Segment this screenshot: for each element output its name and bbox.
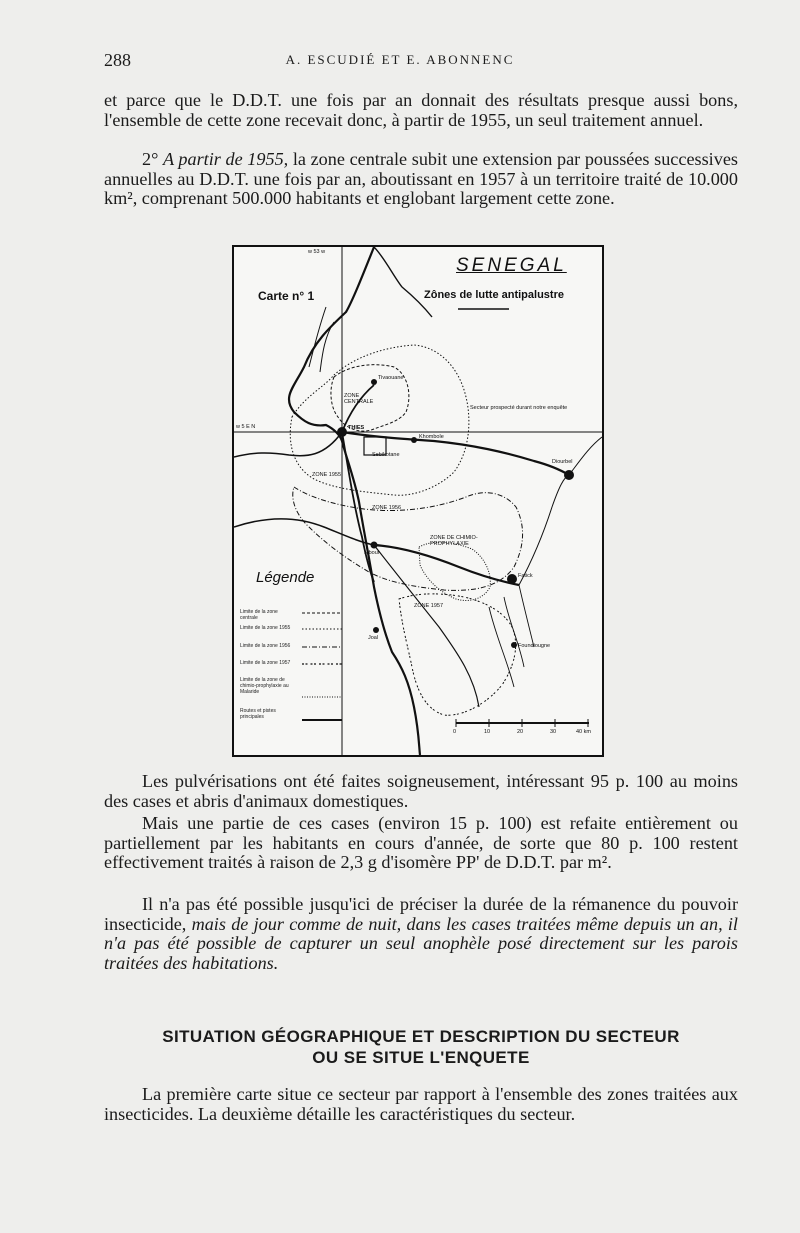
map-figure [232,245,604,757]
paragraph-1 [104,91,738,130]
paragraph-5-italic: mais de jour comme de nuit, dans les cases traitées même depuis un an, il n'a pas été possible de capturer un seul anophèle posé directement sur les parois traitées des habitations. [104,913,738,973]
paragraph-2-italic: A partir de 1955, [163,149,289,169]
legend-item-2: Limite de la zone 1955 [240,625,291,631]
road-mbour-fatick [374,545,519,585]
section-heading [104,1026,738,1068]
legend-item-6: Routes et pistes principales [240,708,276,720]
scale-label-10: 10 [484,729,491,735]
road-sw [234,519,374,545]
town-joal [373,627,379,633]
section-heading-line-2: OU SE SITUE L'ENQUETE [312,1048,530,1067]
paragraph-3-text: Les pulvérisations ont été faites soigneusement, intéressant 95 p. 100 au moins des cases et abris d'animaux domestiques. [104,771,738,811]
town-thies [337,427,347,437]
label-thies: THIES [348,425,365,431]
label-zone-centrale: ZONE CENTRALE [344,393,374,405]
coord-top: w 53 w [308,249,326,255]
label-secteur: Secteur prospecté durant notre enquête [470,405,568,411]
paragraph-2 [104,150,738,209]
label-zone-1955: ZONE 1955 [312,472,342,478]
label-joal: Joal [368,635,379,641]
legend-item-1: Limite de la zone centrale [240,609,278,621]
legend-item-4: Limite de la zone 1957 [240,660,291,666]
paragraph-2-rest: la zone centrale subit une extension par poussées successives annuelles au D.D.T. une fois par an, aboutissant en 1957 à un territoire traité de 10.000 km², comprenant 500.000 habitants et englobant largement cette zone. [104,149,738,209]
scale-label-20: 20 [517,729,524,735]
town-tivaouane [371,379,377,385]
coord-left: w 5 E N [236,424,256,430]
paragraph-6 [104,1085,738,1124]
label-foundiougne: Foundiougne [518,643,551,649]
paragraph-2-text [104,150,738,209]
map-subtitle: Zônes de lutte antipalustre [424,289,564,301]
scale-label-0: 0 [453,729,457,735]
paragraph-5 [104,895,738,973]
paragraph-4-text: Mais une partie de ces cases (environ 15 p. 100) est refaite entièrement ou partiellement par les habitants en cours d'année, de sorte que 80 p. 100 restent effectivement traités à raison de 2,3 g d'isomère PP' de D.D.T. par m². [104,813,738,873]
legend-item-3: Limite de la zone 1956 [240,643,291,649]
label-tivaouane: Tivaouane [378,375,404,381]
scale-label-30: 30 [550,729,557,735]
legend-item-5: Limite de la zone de chimio-prophylaxie au Malaride [240,677,289,695]
zone-chimio-outline [419,542,490,600]
town-mbour [371,542,378,549]
page-number: 288 [104,50,131,70]
saloum-delta [489,585,534,687]
label-diourbel: Diourbel [552,459,573,465]
scale-label-40: 40 km [576,729,591,735]
legend-title: Légende [256,569,315,586]
paragraph-5-lead: Il n'a pas été possible jusqu'ici de préciser la durée de la rémanence du pouvoir insecticide, [104,894,738,934]
label-zone-1957: ZONE 1957 [414,603,444,609]
paragraph-2-lead: 2° [142,149,163,169]
label-sebikotane: Sebikotane [372,452,400,458]
label-khombole: Khombole [419,434,444,440]
map-number: Carte n° 1 [258,289,315,303]
paragraph-5-text [104,895,738,973]
label-mbour: Mbour [364,550,380,556]
road-west [234,432,342,457]
label-fatick: Fatick [518,573,533,579]
town-khombole [411,437,417,443]
coastal-dunes [309,307,334,372]
section-heading-line-1: SITUATION GÉOGRAPHIQUE ET DESCRIPTION DU SECTEUR [162,1027,680,1046]
town-foundiougne [511,642,517,648]
map-title: SENEGAL [456,255,567,276]
paragraph-1-text: et parce que le D.D.T. une fois par an donnait des résultats presque aussi bons, l'ensemble de cette zone recevait donc, à partir de 1955, un seul traitement annuel. [104,90,738,130]
paragraph-4 [104,814,738,873]
paragraph-6-text: La première carte situe ce secteur par rapport à l'ensemble des zones traitées aux insecticides. La deuxième détaille les caractéristiques du secteur. [104,1084,738,1124]
label-zone-chimio: ZONE DE CHIMIO-PROPHYLAXIE [430,535,478,547]
running-head: A. ESCUDIÉ ET E. ABONNENC [285,52,515,67]
town-fatick [507,574,517,584]
label-zone-1956: ZONE 1956 [372,505,402,511]
paragraph-3 [104,772,738,811]
north-border [374,247,432,317]
town-diourbel [564,470,574,480]
